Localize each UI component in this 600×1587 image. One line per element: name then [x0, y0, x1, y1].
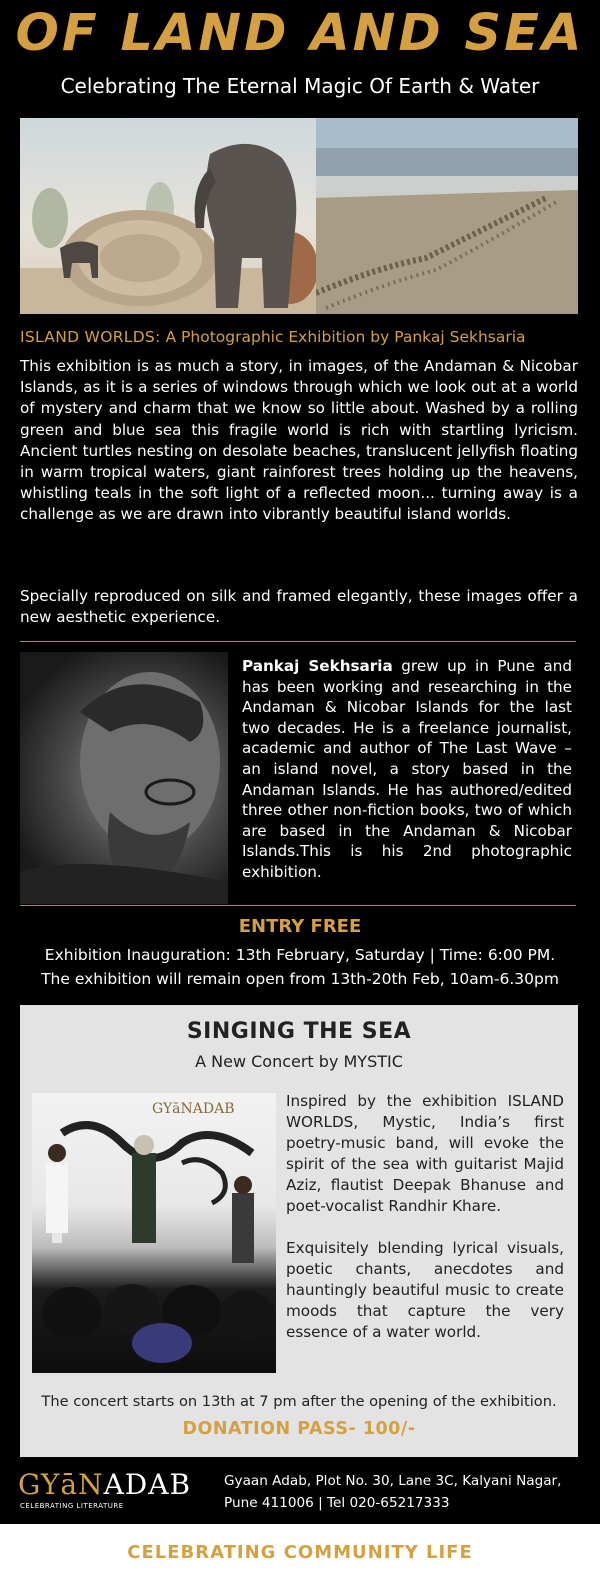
turtle-tracks-illustration	[316, 118, 578, 314]
venue-address: Gyaan Adab, Plot No. 30, Lane 3C, Kalyani Nagar, Pune 411006 | Tel 020-65217333	[224, 1473, 562, 1511]
concert-paragraph-2: Exquisitely blending lyrical visuals, poetic chants, anecdotes and hauntingly beautiful music to create moods that capture the very essence of a water world.	[286, 1239, 564, 1341]
concert-start-note: The concert starts on 13th at 7 pm after the opening of the exhibition.	[41, 1393, 557, 1410]
entry-free-heading: ENTRY FREE	[238, 916, 362, 937]
exhibition-heading-text: A Photographic Exhibition by Pankaj Sekhsaria	[160, 328, 526, 346]
concert-photo	[32, 1093, 276, 1373]
concert-section	[20, 1005, 578, 1457]
concert-description	[286, 1091, 564, 1343]
bio-body: grew up in Pune and has been working and researching in the Andaman & Nicobar Islands for the last two decades. He is a freelance journalist, academic and author of The Last Wave – an island novel, a story based in the Andaman Islands. He has authored/edited three other non-fiction books, two of which are based in the Andaman & Nicobar Islands.This is his 2nd photographic exhibition.	[242, 657, 572, 881]
logo-tagline: CELEBRATING LITERATURE	[20, 1502, 124, 1510]
elephant-photo	[20, 118, 316, 314]
footer-band	[0, 1524, 600, 1587]
inauguration-info: Exhibition Inauguration: 13th February, Saturday | Time: 6:00 PM.	[44, 946, 556, 964]
concert-paragraph-1: Inspired by the exhibition ISLAND WORLDS, Mystic, India’s first poetry-music band, will evoke the spirit of the sea with guitarist Majid Aziz, flautist Deepak Bhanuse and poet-vocalist Randhir Khare.	[286, 1092, 564, 1215]
divider	[20, 905, 576, 906]
logo-gyan: GYāN	[18, 1468, 104, 1501]
exhibition-label: ISLAND WORLDS:	[20, 328, 161, 346]
portrait-photo	[20, 652, 228, 904]
footer-tagline: CELEBRATING COMMUNITY LIFE	[127, 1542, 473, 1563]
elephant-illustration	[20, 118, 316, 314]
logo-wordmark	[18, 1468, 191, 1501]
page-title: OF LAND AND SEA	[15, 4, 585, 63]
donation-pass: DONATION PASS- 100/-	[182, 1419, 416, 1439]
beach-photo	[316, 118, 578, 314]
exhibition-silk-note: Specially reproduced on silk and framed elegantly, these images offer a new aesthetic experience.	[20, 587, 578, 627]
exhibition-heading	[20, 328, 580, 346]
concert-photo-banner: GYāNADAB	[152, 1101, 235, 1117]
concert-title: SINGING THE SEA	[186, 1019, 412, 1044]
portrait-illustration	[20, 652, 228, 904]
divider	[20, 641, 576, 642]
exhibition-description: This exhibition is as much a story, in images, of the Andaman & Nicobar Islands, as it is a series of windows through which we look out at a world of mystery and charm that we know so little about. Washed by a rolling green and blue sea this fragile world is rich with startling lyricism. Ancient turtles nesting on desolate beaches, translucent jellyfish floating in warm tropical waters, giant rainforest trees holding up the heavens, whistling teals in the soft light of a reflected moon... turning away is a challenge as we are drawn into vibrantly beautiful island worlds.	[20, 357, 578, 524]
concert-illustration	[32, 1093, 276, 1373]
page-subtitle: Celebrating The Eternal Magic Of Earth & Water	[60, 74, 540, 98]
logo-adab: ADAB	[103, 1468, 192, 1501]
gyaan-adab-logo	[18, 1466, 208, 1516]
hero-images	[20, 118, 578, 314]
exhibition-hours: The exhibition will remain open from 13th-20th Feb, 10am-6.30pm	[41, 970, 559, 988]
concert-subtitle: A New Concert by MYSTIC	[195, 1052, 403, 1071]
bio-name: Pankaj Sekhsaria	[242, 657, 393, 675]
bio-text	[242, 656, 572, 883]
